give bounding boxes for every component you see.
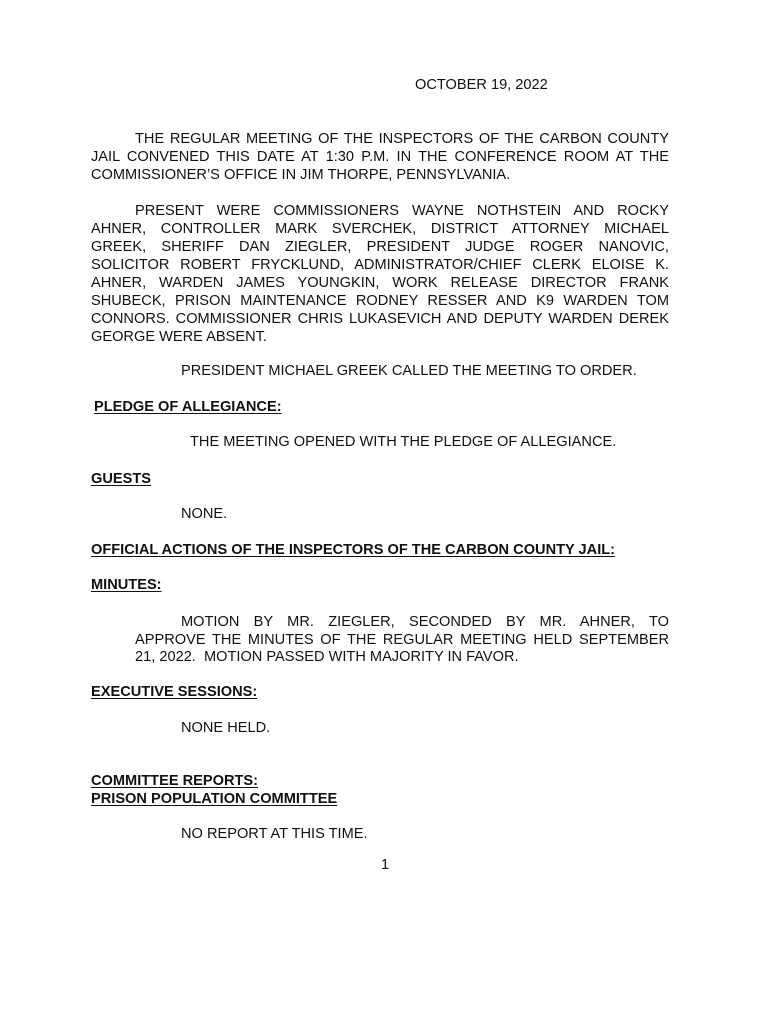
executive-sessions-text: NONE HELD.	[181, 720, 271, 736]
guests-text: NONE.	[181, 506, 228, 522]
present-line-4: SOLICITOR ROBERT FRYCKLUND, ADMINISTRATOR/CHIEF CLERK ELOISE K.	[91, 257, 669, 273]
page-number: 1	[381, 857, 390, 873]
committee-reports-heading: COMMITTEE REPORTS:	[91, 773, 259, 789]
present-line-2: AHNER, CONTROLLER MARK SVERCHEK, DISTRICT ATTORNEY MICHAEL	[91, 221, 669, 237]
intro-paragraph: JAIL CONVENED THIS DATE AT 1:30 P.M. IN THE CONFERENCE ROOM AT THE COMMISSIONER’S OFFICE IN JIM THORPE, PENNSYLVANIA.	[91, 149, 669, 183]
minutes-line-2: APPROVE THE MINUTES OF THE REGULAR MEETING HELD SEPTEMBER	[135, 632, 669, 648]
present-line-5: AHNER, WARDEN JAMES YOUNGKIN, WORK RELEASE DIRECTOR FRANK	[91, 275, 669, 291]
intro-first-line: THE REGULAR MEETING OF THE INSPECTORS OF THE CARBON COUNTY	[135, 131, 669, 147]
present-line-6: SHUBECK, PRISON MAINTENANCE RODNEY RESSER AND K9 WARDEN TOM	[91, 293, 669, 309]
meeting-date: OCTOBER 19, 2022	[415, 77, 548, 93]
pledge-text: THE MEETING OPENED WITH THE PLEDGE OF ALLEGIANCE.	[190, 434, 617, 450]
minutes-line-3: 21, 2022. MOTION PASSED WITH MAJORITY IN FAVOR.	[135, 649, 519, 665]
committee-report-text: NO REPORT AT THIS TIME.	[181, 826, 368, 842]
present-line-7: CONNORS. COMMISSIONER CHRIS LUKASEVICH AND DEPUTY WARDEN DEREK	[91, 311, 669, 327]
called-to-order-text: PRESIDENT MICHAEL GREEK CALLED THE MEETING TO ORDER.	[181, 363, 637, 379]
present-line-1: PRESENT WERE COMMISSIONERS WAYNE NOTHSTEIN AND ROCKY	[135, 203, 669, 219]
present-line-8: GEORGE WERE ABSENT.	[91, 329, 267, 345]
executive-sessions-heading: EXECUTIVE SESSIONS:	[91, 684, 258, 700]
official-actions-heading: OFFICIAL ACTIONS OF THE INSPECTORS OF THE CARBON COUNTY JAIL:	[91, 542, 616, 558]
minutes-heading: MINUTES:	[91, 577, 162, 593]
present-line-3: GREEK, SHERIFF DAN ZIEGLER, PRESIDENT JUDGE ROGER NANOVIC,	[91, 239, 669, 255]
guests-heading: GUESTS	[91, 471, 152, 487]
prison-population-committee-heading: PRISON POPULATION COMMITTEE	[91, 791, 338, 807]
pledge-heading: PLEDGE OF ALLEGIANCE:	[94, 399, 282, 415]
minutes-line-1: MOTION BY MR. ZIEGLER, SECONDED BY MR. AHNER, TO	[181, 614, 669, 630]
